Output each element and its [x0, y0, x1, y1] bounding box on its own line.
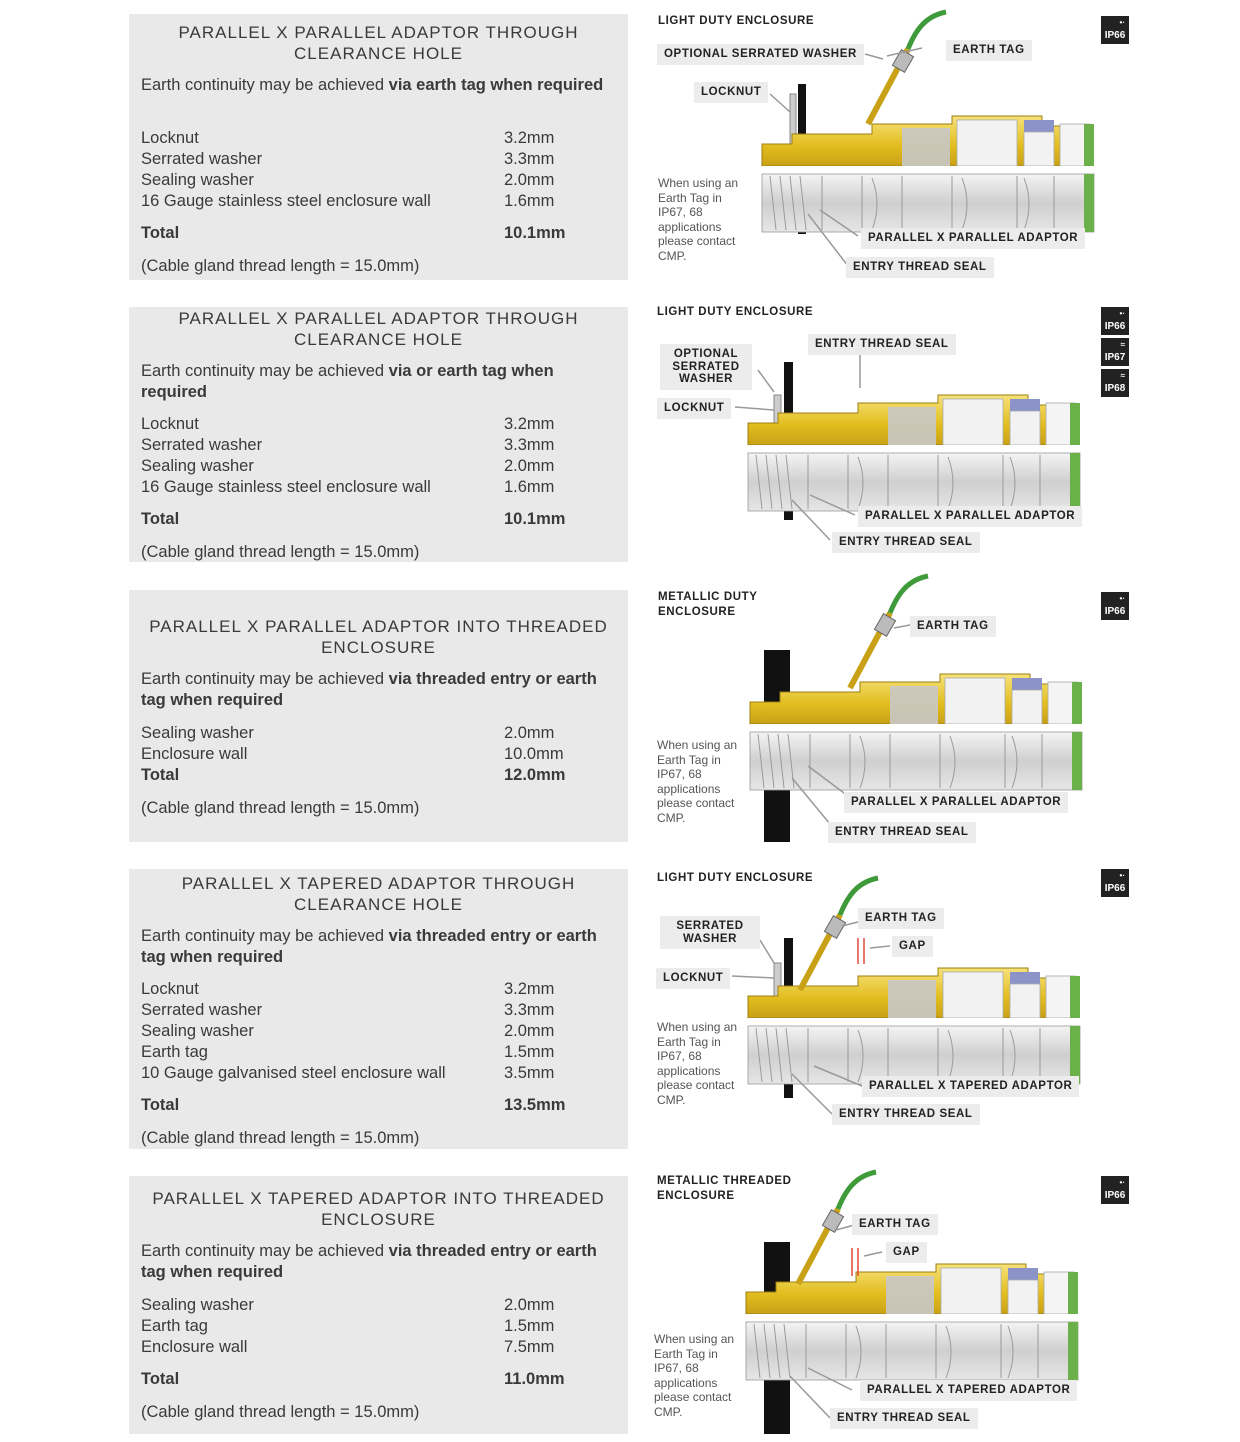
gland-diagram — [640, 588, 1140, 842]
spec-row: Serrated washer 3.3mm — [141, 436, 555, 454]
callout-adaptor: PARALLEL X TAPERED ADAPTOR — [862, 1076, 1079, 1097]
spec-row: Locknut 3.2mm — [141, 129, 555, 147]
thread-length-note: (Cable gland thread length = 15.0mm) — [141, 1129, 420, 1147]
thread-length-note: (Cable gland thread length = 15.0mm) — [141, 543, 420, 561]
water-drops-icon: •· — [1119, 594, 1125, 603]
panel-title: PARALLEL X TAPERED ADAPTOR THROUGH CLEARANCE HOLE — [181, 874, 576, 914]
total-row: Total 10.1mm — [141, 510, 566, 528]
intro-text: Earth continuity may be achieved via threaded entry or earth tag when required — [141, 670, 597, 709]
section-5 — [0, 1172, 1240, 1434]
section-4 — [0, 868, 1240, 1150]
spec-panel — [129, 869, 628, 1149]
callout-earth-tag: EARTH TAG — [910, 616, 996, 637]
gland-diagram — [640, 868, 1140, 1150]
ip-rating-badge: •· IP66 — [1101, 592, 1129, 620]
intro-text: Earth continuity may be achieved via threaded entry or earth tag when required — [141, 927, 597, 966]
callout-adaptor: PARALLEL X PARALLEL ADAPTOR — [844, 792, 1068, 813]
callout-locknut: LOCKNUT — [694, 82, 768, 103]
spec-row: Locknut 3.2mm — [141, 980, 555, 998]
callout-gap: GAP — [886, 1242, 927, 1263]
gland-diagram — [640, 300, 1140, 562]
diagram-title: METALLIC DUTY ENCLOSURE — [658, 591, 758, 618]
diagram-title: LIGHT DUTY ENCLOSURE — [657, 872, 814, 884]
diagram-title: LIGHT DUTY ENCLOSURE — [658, 15, 815, 27]
thread-length-note: (Cable gland thread length = 15.0mm) — [141, 257, 420, 275]
gland-diagram — [640, 1172, 1140, 1434]
section-1 — [0, 14, 1240, 280]
spec-panel — [129, 1176, 628, 1434]
callout-optional-serrated-washer: OPTIONAL SERRATED WASHER — [660, 344, 752, 390]
spec-row: Enclosure wall 7.5mm — [141, 1338, 555, 1356]
callout-entry-thread-seal: ENTRY THREAD SEAL — [830, 1408, 978, 1429]
ip-rating-badge: •· IP66 — [1101, 307, 1129, 335]
section-2 — [0, 300, 1240, 562]
gland-diagram — [640, 14, 1140, 280]
spec-panel — [129, 14, 628, 280]
spec-row: 16 Gauge stainless steel enclosure wall 1.6mm — [141, 478, 555, 496]
total-row: Total 12.0mm — [141, 766, 566, 784]
callout-entry-thread-seal: ENTRY THREAD SEAL — [846, 257, 994, 278]
panel-title: PARALLEL X TAPERED ADAPTOR INTO THREADED ENCLOSURE — [152, 1189, 605, 1229]
intro-text: Earth continuity may be achieved via or earth tag when required — [141, 362, 554, 401]
total-row: Total 13.5mm — [141, 1096, 566, 1114]
ip-rating-badge: •· IP66 — [1101, 16, 1129, 44]
panel-title: PARALLEL X PARALLEL ADAPTOR INTO THREADED ENCLOSURE — [149, 617, 608, 657]
thread-length-note: (Cable gland thread length = 15.0mm) — [141, 799, 420, 817]
spec-row: Serrated washer 3.3mm — [141, 1001, 555, 1019]
callout-earth-tag: EARTH TAG — [852, 1214, 938, 1235]
callout-gap: GAP — [892, 936, 933, 957]
callout-adaptor: PARALLEL X PARALLEL ADAPTOR — [861, 228, 1085, 249]
total-row: Total 10.1mm — [141, 224, 566, 242]
spec-row: Sealing washer 2.0mm — [141, 457, 555, 475]
callout-entry-thread-seal: ENTRY THREAD SEAL — [832, 1104, 980, 1125]
callout-entry-thread-seal: ENTRY THREAD SEAL — [832, 532, 980, 553]
spec-row: Sealing washer 2.0mm — [141, 1296, 555, 1314]
earth-tag-note: When using an Earth Tag in IP67, 68 applications please contact CMP. — [654, 1332, 735, 1419]
diagram-title: LIGHT DUTY ENCLOSURE — [657, 306, 814, 318]
callout-entry-thread-seal-top: ENTRY THREAD SEAL — [808, 334, 956, 355]
spec-row: 16 Gauge stainless steel enclosure wall 1.6mm — [141, 192, 555, 210]
spec-row: Enclosure wall 10.0mm — [141, 745, 564, 763]
ip-rating-badge: •· IP66 — [1101, 1176, 1129, 1204]
ip-rating-badge: •· IP66 — [1101, 869, 1129, 897]
diagram-title: METALLIC THREADED ENCLOSURE — [657, 1175, 792, 1202]
intro-text: Earth continuity may be achieved via earth tag when required — [141, 76, 604, 94]
panel-title: PARALLEL X PARALLEL ADAPTOR THROUGH CLEARANCE HOLE — [178, 309, 579, 349]
spec-row: Earth tag 1.5mm — [141, 1043, 555, 1061]
ip-rating-badge: ≈ IP68 — [1101, 369, 1129, 397]
section-3 — [0, 588, 1240, 842]
water-drops-icon: •· — [1119, 18, 1125, 27]
panel-title: PARALLEL X PARALLEL ADAPTOR THROUGH CLEARANCE HOLE — [178, 23, 579, 63]
callout-earth-tag: EARTH TAG — [946, 40, 1032, 61]
callout-earth-tag: EARTH TAG — [858, 908, 944, 929]
callout-locknut: LOCKNUT — [656, 968, 730, 989]
callout-optional-serrated-washer: OPTIONAL SERRATED WASHER — [657, 44, 864, 65]
water-drops-icon: •· — [1119, 309, 1125, 318]
earth-tag-note: When using an Earth Tag in IP67, 68 applications please contact CMP. — [657, 738, 738, 825]
spec-row: Sealing washer 2.0mm — [141, 724, 555, 742]
earth-tag-note: When using an Earth Tag in IP67, 68 applications please contact CMP. — [657, 1020, 738, 1107]
callout-locknut: LOCKNUT — [657, 398, 731, 419]
spec-panel — [129, 590, 628, 842]
thread-length-note: (Cable gland thread length = 15.0mm) — [141, 1403, 420, 1421]
callout-serrated-washer: SERRATED WASHER — [660, 916, 760, 949]
immersion-icon: ≈ — [1120, 371, 1125, 380]
spec-row: Serrated washer 3.3mm — [141, 150, 555, 168]
intro-text: Earth continuity may be achieved via threaded entry or earth tag when required — [141, 1242, 597, 1281]
spec-row: Earth tag 1.5mm — [141, 1317, 555, 1335]
callout-adaptor: PARALLEL X PARALLEL ADAPTOR — [858, 506, 1082, 527]
water-drops-icon: •· — [1119, 871, 1125, 880]
callout-adaptor: PARALLEL X TAPERED ADAPTOR — [860, 1380, 1077, 1401]
spec-row: Sealing washer 2.0mm — [141, 1022, 555, 1040]
immersion-icon: ≈ — [1120, 340, 1125, 349]
total-row: Total 11.0mm — [141, 1370, 565, 1388]
spec-row: 10 Gauge galvanised steel enclosure wall 3.5mm — [141, 1064, 555, 1082]
spec-row: Sealing washer 2.0mm — [141, 171, 555, 189]
callout-entry-thread-seal: ENTRY THREAD SEAL — [828, 822, 976, 843]
ip-rating-badge: ≈ IP67 — [1101, 338, 1129, 366]
earth-tag-note: When using an Earth Tag in IP67, 68 applications please contact CMP. — [658, 176, 739, 263]
spec-row: Locknut 3.2mm — [141, 415, 555, 433]
water-drops-icon: •· — [1119, 1178, 1125, 1187]
spec-panel — [129, 307, 628, 562]
